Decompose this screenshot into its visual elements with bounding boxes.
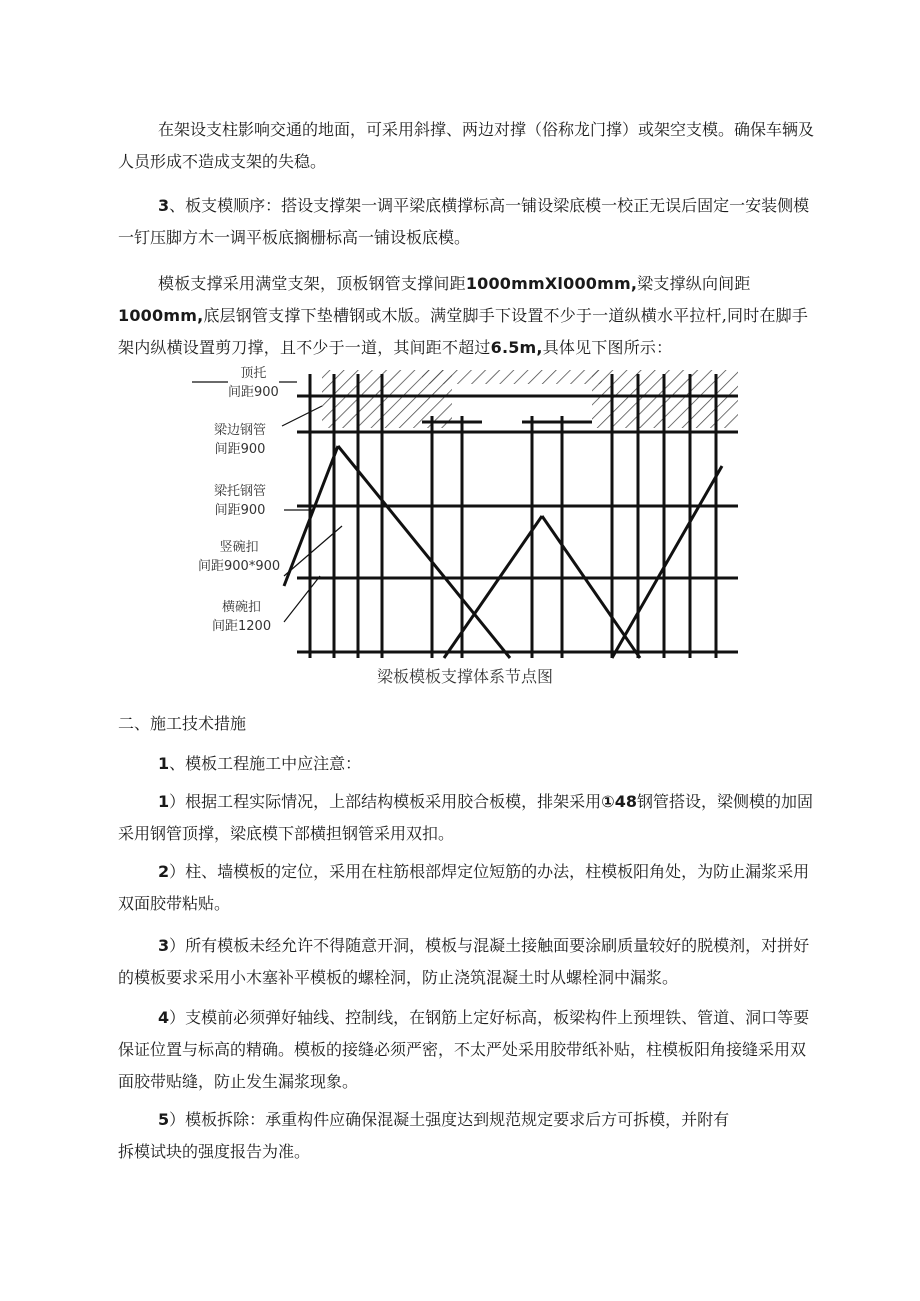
sub-item-2: 2）柱、墙模板的定位，采用在柱筋根部焊定位短筋的办法，柱模板阳角处，为防止漏浆采用双面胶带粘贴。 [118,862,810,913]
label-top-support: 顶托 间距900 [228,366,279,400]
scaffold-drawing [192,366,738,662]
horizontal-tubes [297,396,738,652]
cross-bracing [284,446,722,658]
figure-caption: 梁板模板支撑体系节点图 [376,667,553,686]
paragraph-slab-formwork-sequence: 3、板支模顺序：搭设支撑架一调平梁底横撑标高一铺设梁底模一校正无误后固定一安装侧模一钉压脚方木一调平板底搁栅标高一铺设板底模。 [118,196,810,247]
label-horizontal-coupler: 横碗扣 间距1200 [212,600,272,634]
section-heading: 二、施工技术措施 [118,714,247,733]
label-beam-edge-tube: 梁边钢管 间距900 [214,423,267,457]
concrete-slab-hatch [322,370,738,428]
paragraph-support-spacing: 模板支撑采用满堂支架，顶板钢管支撑间距1000mmXl000mm,梁支撑纵向间距 1000mm,底层钢管支撑下垫槽钢或木版。满堂脚手下设置不少于一道纵横水平拉杆,同时在脚手架内纵横设置剪刀撑，且不少于一道，其间距不超过6.5m,具体见下图所示： [118,274,809,357]
label-vertical-coupler: 竖碗扣 间距900*900 [198,540,281,574]
paragraph-traffic-support: 在架设支柱影响交通的地面，可采用斜撑、两边对撑（俗称龙门撑）或架空支模。确保车辆及人员形成不造成支架的失稳。 [118,120,815,171]
scaffold-node-diagram [192,366,738,698]
sub-item-5: 5）模板拆除：承重构件应确保混凝土强度达到规范规定要求后方可拆模，并附有 拆模试块的强度报告为准。 [118,1110,730,1161]
item-1: 1、模板工程施工中应注意： [158,754,362,773]
label-beam-support-tube: 梁托钢管 间距900 [214,484,267,518]
sub-item-4: 4）支模前必须弹好轴线、控制线，在钢筋上定好标高，板梁构件上预埋铁、管道、洞口等要保证位置与标高的精确。模板的接缝必须严密，不太严处采用胶带纸补贴，柱模板阳角接缝采用双面胶带贴缝，防止发生漏浆现象。 [118,1008,810,1091]
sub-item-1: 1）根据工程实际情况，上部结构模板采用胶合板模，排架采用①48钢管搭设，梁侧模的加固采用钢管顶撑，梁底模下部横担钢管采用双扣。 [118,792,813,843]
sub-item-3: 3）所有模板未经允许不得随意开洞，模板与混凝土接触面要涂刷质量较好的脱模剂，对拼好的模板要求采用小木塞补平模板的螺栓洞，防止浇筑混凝土时从螺栓洞中漏浆。 [118,936,810,987]
